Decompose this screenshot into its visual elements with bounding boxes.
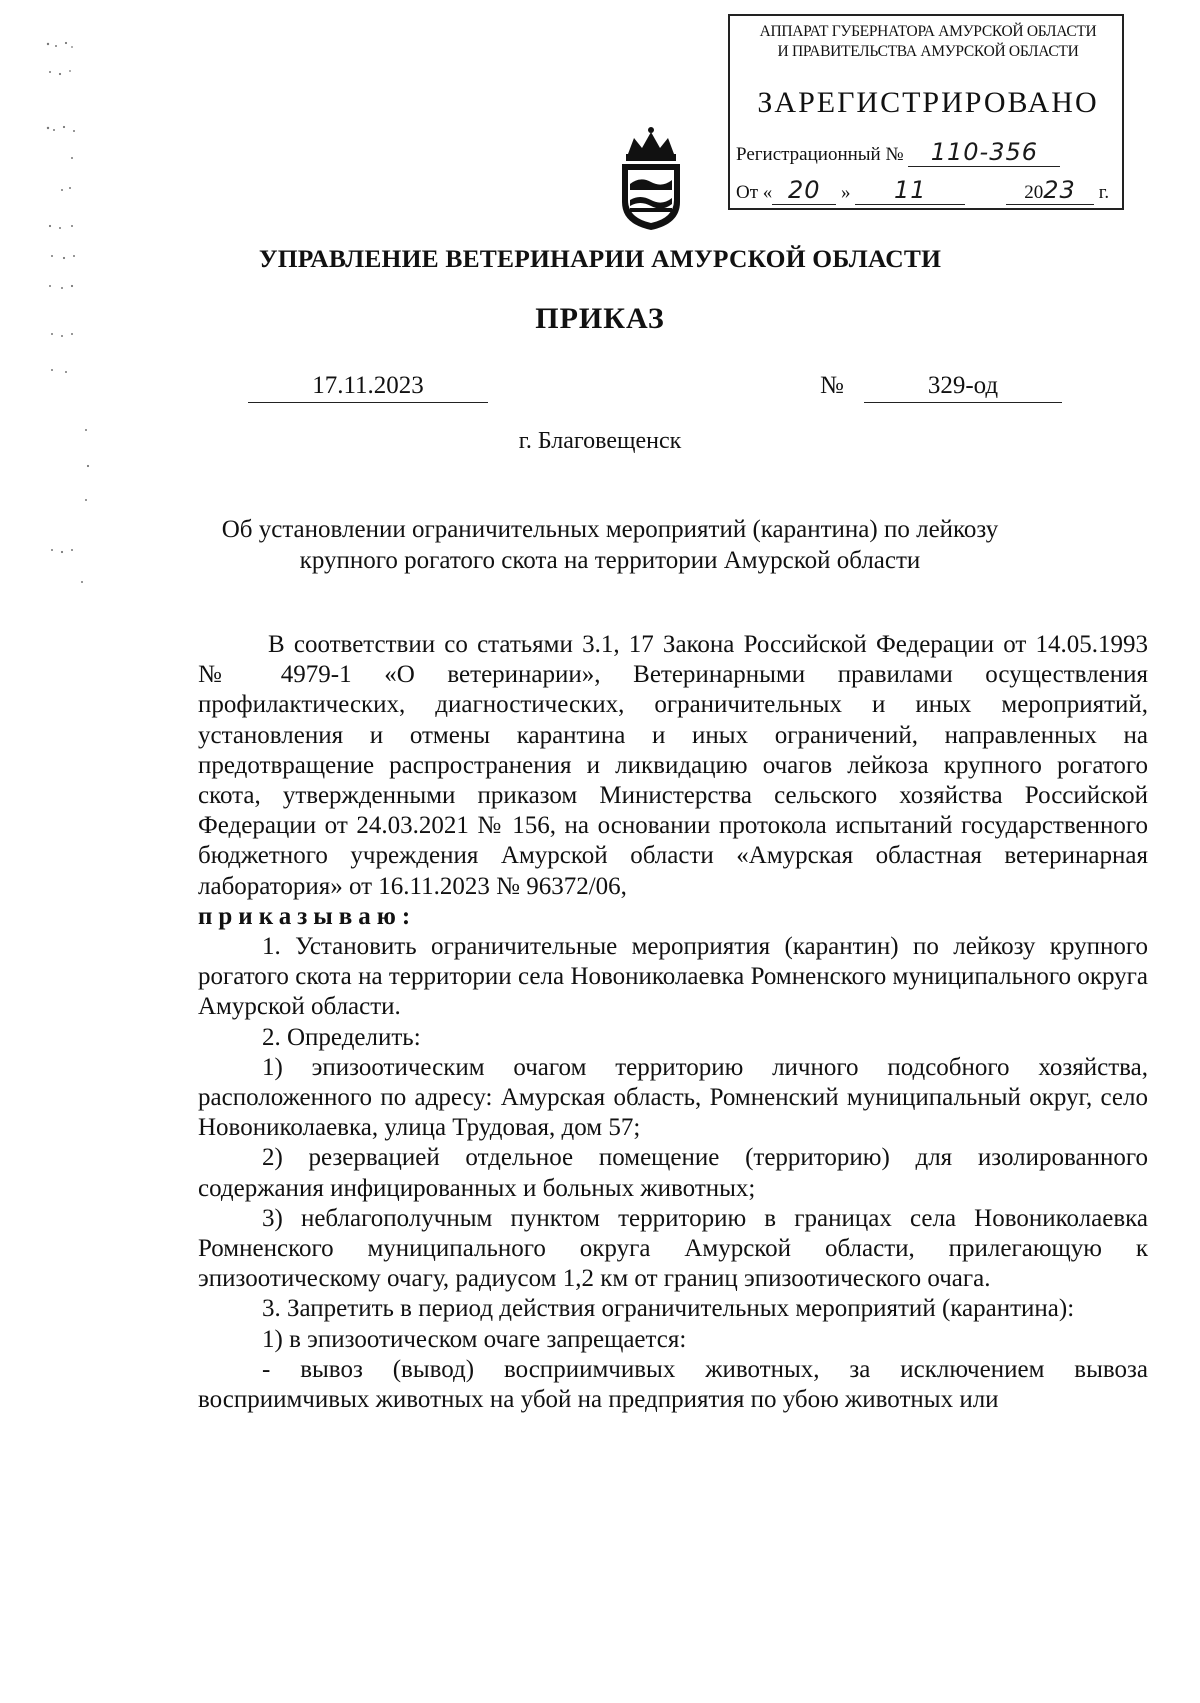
registration-stamp — [728, 14, 1124, 210]
stamp-reg-label: Регистрационный № — [736, 144, 904, 165]
stamp-year-prefix: 20 — [1024, 182, 1044, 203]
organization-title: УПРАВЛЕНИЕ ВЕТЕРИНАРИИ АМУРСКОЙ ОБЛАСТИ — [258, 244, 942, 273]
stamp-from-label: От « — [736, 182, 773, 203]
stamp-month: 11 — [855, 176, 965, 205]
stamp-year — [1006, 176, 1094, 205]
stamp-date-row — [736, 176, 1109, 205]
preamble-paragraph: В соответствии со статьями 3.1, 17 Закона Российской Федерации от 14.05.1993 № 4979-1 «О ветеринарии», Ветеринарными правилами осуществления профилактических, диагностических, ограничительных и иных мероприятий, установления и отмены карантина и иных ограничений, направленных на предотвращение распространения и ликвидацию очагов лейкоза крупного рогатого скота, утвержденными приказом Министерства сельского хозяйства Российской Федерации от 24.03.2021 № 156, на основании протокола испытаний государственного бюджетного учреждения Амурской области «Амурская областная ветеринарная лаборатория» от 16.11.2023 № 96372/06, — [198, 631, 1148, 900]
stamp-org-line-1: АППАРАТ ГУБЕРНАТОРА АМУРСКОЙ ОБЛАСТИ — [759, 23, 1097, 40]
order-number-sign: № — [820, 372, 844, 399]
stamp-status: ЗАРЕГИСТРИРОВАНО — [757, 86, 1099, 119]
subject-line-1: Об установлении ограничительных мероприятий (карантина) по лейкозу — [221, 516, 999, 543]
stamp-organization — [738, 22, 1118, 62]
clause-1: 1. Установить ограничительные мероприятия (карантин) по лейкозу крупного рогатого скота на территории села Новониколаевка Ромненского муниципального округа Амурской области. — [198, 933, 1148, 1021]
stamp-quote-close: » — [841, 182, 851, 203]
order-date: 17.11.2023 — [248, 372, 488, 403]
order-number: 329-од — [864, 372, 1062, 403]
subject-line-2: крупного рогатого скота на территории Амурской области — [299, 547, 921, 574]
stamp-org-line-2: И ПРАВИТЕЛЬСТВА АМУРСКОЙ ОБЛАСТИ — [777, 43, 1079, 60]
stamp-reg-number: 110-356 — [908, 138, 1060, 167]
order-word: приказываю: — [198, 902, 417, 930]
order-subject — [200, 514, 1020, 576]
clause-2: 2. Определить: — [262, 1023, 421, 1051]
order-body — [198, 630, 1148, 1415]
clause-3-1: 1) в эпизоотическом очаге запрещается: — [262, 1325, 687, 1353]
city: г. Благовещенск — [518, 428, 682, 454]
coat-of-arms-icon — [614, 124, 688, 232]
clause-3-1-a: - вывоз (вывод) восприимчивых животных, за исключением вывоза восприимчивых животных на убой на предприятия по убою животных или — [198, 1355, 1148, 1414]
stamp-year-suffix: 23 — [1043, 176, 1076, 204]
stamp-year-unit: г. — [1098, 182, 1110, 203]
clause-3: 3. Запретить в период действия ограничительных мероприятий (карантина): — [262, 1295, 1075, 1323]
clause-2-1: 1) эпизоотическим очагом территорию личного подсобного хозяйства, расположенного по адресу: Амурская область, Ромненский муниципальный округ, село Новониколаевка, улица Трудовая, дом 57; — [198, 1053, 1148, 1142]
document-type: ПРИКАЗ — [535, 302, 665, 335]
clause-2-2: 2) резервацией отдельное помещение (территорию) для изолированного содержания инфицированных и больных животных; — [198, 1144, 1148, 1202]
stamp-reg-row — [736, 138, 1060, 167]
clause-2-3: 3) неблагополучным пунктом территорию в границах села Новониколаевка Ромненского муниципального округа Амурской области, прилегающую к эпизоотическому очагу, радиусом 1,2 км от границ эпизоотического очага. — [198, 1204, 1148, 1293]
stamp-day: 20 — [772, 176, 836, 205]
